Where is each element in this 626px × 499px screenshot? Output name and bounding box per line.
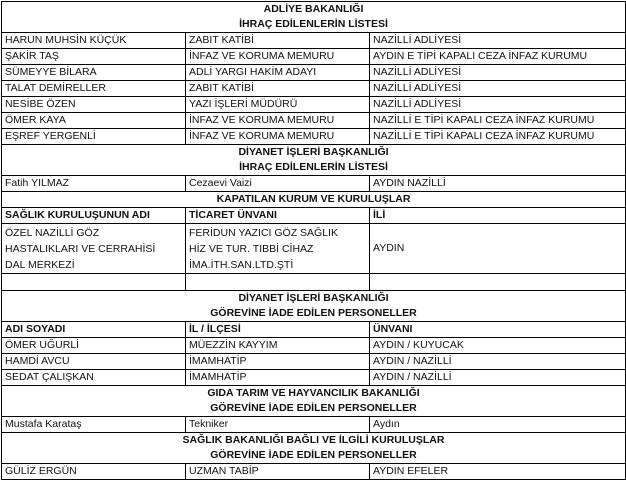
section-title: DİYANET İŞLERİ BAŞKANLIĞI [2, 291, 626, 307]
cell-location: AYDIN NAZİLLİ [370, 176, 626, 192]
cell-location: AYDIN / NAZİLLİ [370, 354, 626, 370]
section-title: SAĞLIK BAKANLIĞI BAĞLI VE İLGİLİ KURULUŞLAR [2, 433, 626, 449]
column-header-row [2, 322, 626, 338]
section-title: KAPATILAN KURUM VE KURULUŞLAR [2, 192, 626, 208]
section-header-row [2, 192, 626, 208]
cell-title: İNFAZ VE KORUMA MEMURU [186, 49, 370, 65]
cell-name: ÖMER UĞURLİ [2, 338, 186, 354]
table-row [2, 176, 626, 192]
section-subtitle: İHRAÇ EDİLENLERİN LİSTESİ [2, 17, 626, 33]
table-row [2, 464, 626, 480]
cell-location: Aydın [370, 417, 626, 433]
section-header-row [2, 386, 626, 402]
cell-location: NAZİLLİ ADLİYESİ [370, 97, 626, 113]
column-header: İLİ [370, 208, 626, 224]
cell-title: UZMAN TABİP [186, 464, 370, 480]
cell-name: GÜLİZ ERGÜN [2, 464, 186, 480]
cell-title: Tekniker [186, 417, 370, 433]
cell-title: ADLİ YARGI HAKİM ADAYI [186, 65, 370, 81]
section-header-row [2, 2, 626, 18]
cell-name: HARUN MUHSİN KÜÇÜK [2, 33, 186, 49]
cell-name: SÜMEYYE BİLARA [2, 65, 186, 81]
cell-name: ŞAKİR TAŞ [2, 49, 186, 65]
cell-line: FERİDUN YAZICI GÖZ SAĞLIK [189, 227, 338, 239]
cell-name: TALAT DEMİRELLER [2, 81, 186, 97]
cell-title: Cezaevi Vaizi [186, 176, 370, 192]
cell-title: YAZI İŞLERİ MÜDÜRÜ [186, 97, 370, 113]
table-row [2, 338, 626, 354]
cell-trade-name [186, 224, 370, 274]
cell-facility-name [2, 224, 186, 274]
cell-name: ÖMER KAYA [2, 113, 186, 129]
section-header-row [2, 160, 626, 176]
section-header-row [2, 448, 626, 464]
section-header-row [2, 401, 626, 417]
column-header: ÜNVANI [370, 322, 626, 338]
cell-city: AYDIN [370, 224, 626, 274]
column-header: TİCARET ÜNVANI [186, 208, 370, 224]
cell-location: NAZİLLİ E TİPİ KAPALI CEZA İNFAZ KURUMU [370, 113, 626, 129]
section-header-row [2, 145, 626, 161]
cell-location: NAZİLLİ E TİPİ KAPALI CEZA İNFAZ KURUMU [370, 129, 626, 145]
column-header: SAĞLIK KURULUŞUNUN ADI [2, 208, 186, 224]
table-row [2, 65, 626, 81]
table-row [2, 97, 626, 113]
cell-title: MÜEZZİN KAYYIM [186, 338, 370, 354]
cell-title: ZABIT KATİBİ [186, 81, 370, 97]
cell-location: AYDIN EFELER [370, 464, 626, 480]
cell-name: EŞREF YERGENLİ [2, 129, 186, 145]
personnel-list-sheet [1, 1, 626, 480]
table-row [2, 81, 626, 97]
table-row [2, 417, 626, 433]
section-header-row [2, 306, 626, 322]
section-title: GIDA TARIM VE HAYVANCILIK BAKANLIĞI [2, 386, 626, 402]
cell-line: ÖZEL NAZİLLİ GÖZ [5, 227, 100, 239]
table-row [2, 370, 626, 386]
cell-title: İMAMHATİP [186, 370, 370, 386]
cell-location: NAZİLLİ ADLİYESİ [370, 81, 626, 97]
table-row [2, 224, 626, 274]
section-subtitle: GÖREVİNE İADE EDİLEN PERSONELLER [2, 448, 626, 464]
cell-location: AYDIN E TİPİ KAPALI CEZA İNFAZ KURUMU [370, 49, 626, 65]
section-subtitle: GÖREVİNE İADE EDİLEN PERSONELLER [2, 401, 626, 417]
column-header: İL / İLÇESİ [186, 322, 370, 338]
cell-location: AYDIN / KUYUCAK [370, 338, 626, 354]
section-header-row [2, 291, 626, 307]
cell-location: NAZİLLİ ADLİYESİ [370, 65, 626, 81]
section-header-row [2, 433, 626, 449]
table-row [2, 49, 626, 65]
cell-name: Mustafa Karataş [2, 417, 186, 433]
column-header: ADI SOYADI [2, 322, 186, 338]
column-header-row [2, 208, 626, 224]
cell-title: İNFAZ VE KORUMA MEMURU [186, 113, 370, 129]
cell-title: ZABIT KATİBİ [186, 33, 370, 49]
section-subtitle: İHRAÇ EDİLENLERİN LİSTESİ [2, 160, 626, 176]
cell-line: HASTALIKLARI VE CERRAHİSİ [5, 243, 156, 255]
cell-location: AYDIN / NAZİLLİ [370, 370, 626, 386]
cell-title: İMAMHATİP [186, 354, 370, 370]
section-title: ADLİYE BAKANLIĞI [2, 2, 626, 18]
table-row [2, 33, 626, 49]
empty-cell [186, 274, 370, 291]
section-header-row [2, 17, 626, 33]
cell-name: SEDAT ÇALIŞKAN [2, 370, 186, 386]
cell-line: DAL MERKEZİ [5, 259, 75, 271]
cell-name: NESİBE ÖZEN [2, 97, 186, 113]
table-row [2, 129, 626, 145]
empty-cell [370, 274, 626, 291]
table-row [2, 113, 626, 129]
cell-line: İMA.İTH.SAN.LTD.ŞTİ [189, 259, 294, 271]
section-title: DİYANET İŞLERİ BAŞKANLIĞI [2, 145, 626, 161]
empty-row [2, 274, 626, 291]
empty-cell [2, 274, 186, 291]
cell-name: Fatih YILMAZ [2, 176, 186, 192]
cell-location: NAZİLLİ ADLİYESİ [370, 33, 626, 49]
cell-title: İNFAZ VE KORUMA MEMURU [186, 129, 370, 145]
cell-name: HAMDİ AVCU [2, 354, 186, 370]
table-row [2, 354, 626, 370]
section-subtitle: GÖREVİNE İADE EDİLEN PERSONELLER [2, 306, 626, 322]
cell-line: HİZ VE TUR. TIBBİ CİHAZ [189, 243, 314, 255]
